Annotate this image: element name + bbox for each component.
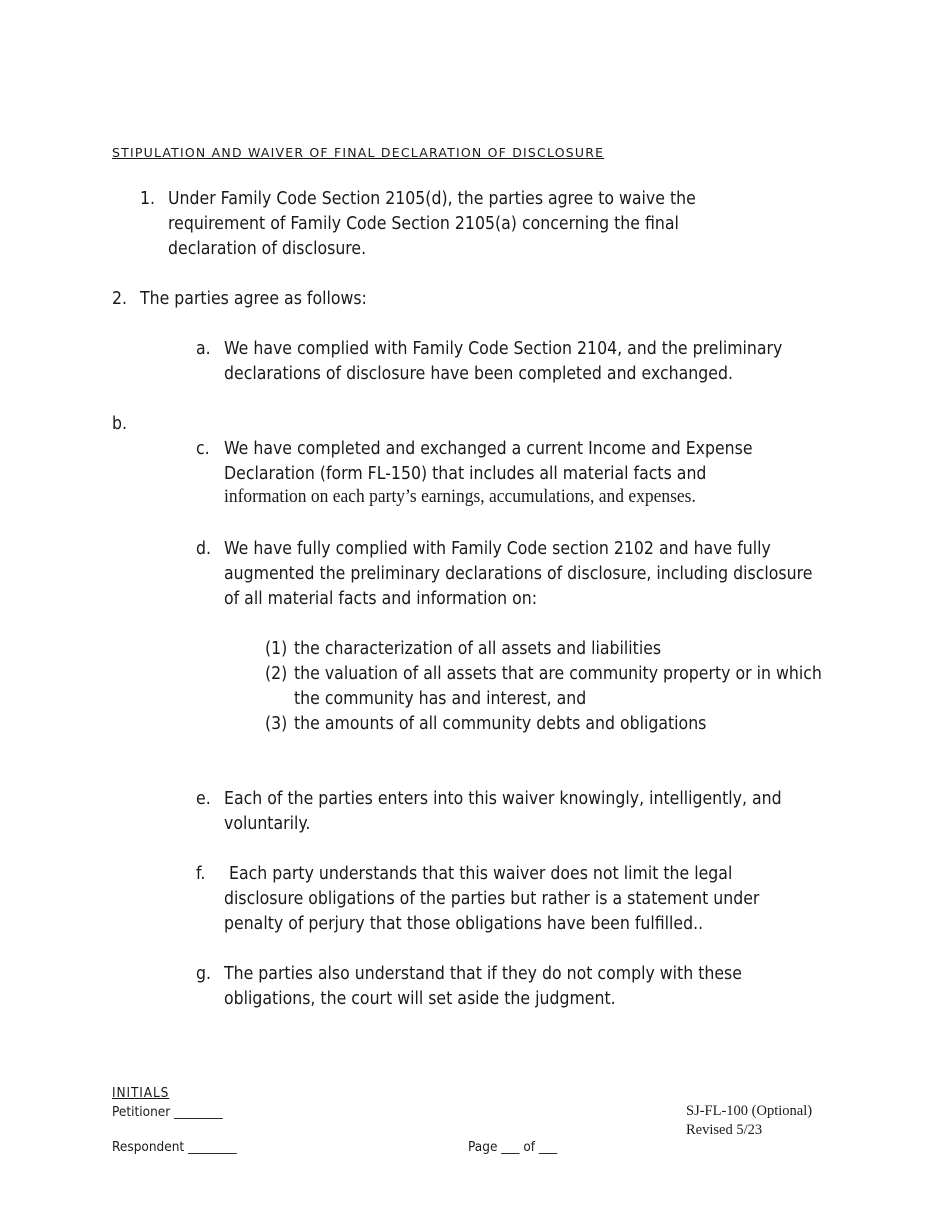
petitioner-initials: Petitioner ________ xyxy=(112,1104,223,1120)
item-a-marker: a. xyxy=(196,339,211,359)
respondent-initials: Respondent ________ xyxy=(112,1139,237,1155)
item-c-line-3-wrap xyxy=(224,486,737,511)
item-2-text: The parties agree as follows: xyxy=(140,289,367,309)
revision-date: Revised 5/23 xyxy=(686,1122,763,1138)
item-g-marker: g. xyxy=(196,964,212,984)
item-g-text: The parties also understand that if they do not comply with these obligations, the court will set aside the judgment. xyxy=(224,964,742,1009)
item-c-line-1: We have completed and exchanged a current Income and Expense xyxy=(224,439,753,459)
item-f-text: Each party understands that this waiver does not limit the legal disclosure obligations of the parties but rather is a statement under penalty of perjury that those obligations have been fulfilled.. xyxy=(224,864,765,934)
item-c-line-2: Declaration (form FL-150) that includes all material facts and xyxy=(224,464,707,484)
item-d-text: We have fully complied with Family Code section 2102 and have fully augmented the preliminary declarations of disclosure, including disclosure of all material facts and information on: xyxy=(224,539,813,609)
item-2-marker: 2. xyxy=(112,289,128,309)
subitem-3-marker: (3) xyxy=(265,714,288,734)
subitem-2-marker: (2) xyxy=(265,664,288,684)
item-d-marker: d. xyxy=(196,539,212,559)
item-f-marker: f. xyxy=(196,864,206,884)
form-id: SJ-FL-100 (Optional) xyxy=(686,1103,813,1119)
item-1-marker: 1. xyxy=(140,189,156,209)
item-1-text: Under Family Code Section 2105(d), the parties agree to waive the requirement of Family Code Section 2105(a) concerning the final declaration of disclosure. xyxy=(168,189,696,259)
item-b-marker: b. xyxy=(112,414,128,434)
initials-label: INITIALS xyxy=(112,1085,170,1101)
item-c-text xyxy=(224,437,818,487)
document-title: STIPULATION AND WAIVER OF FINAL DECLARATION OF DISCLOSURE xyxy=(112,145,605,160)
item-e-marker: e. xyxy=(196,789,211,809)
item-c-line-3: information on each party’s earnings, accumulations, and expenses. xyxy=(224,486,696,507)
item-a-text: We have complied with Family Code Section 2104, and the preliminary declarations of disclosure have been completed and exchanged. xyxy=(224,339,783,384)
page-number: Page ___ of ___ xyxy=(468,1139,558,1155)
item-e-text: Each of the parties enters into this waiver knowingly, intelligently, and voluntarily. xyxy=(224,789,782,834)
subitem-3-text: the amounts of all community debts and obligations xyxy=(294,714,707,734)
subitem-2-text: the valuation of all assets that are community property or in which the community has and interest, and xyxy=(294,664,822,709)
item-c-marker: c. xyxy=(196,439,210,459)
subitem-1-marker: (1) xyxy=(265,639,288,659)
subitem-1-text: the characterization of all assets and liabilities xyxy=(294,639,662,659)
